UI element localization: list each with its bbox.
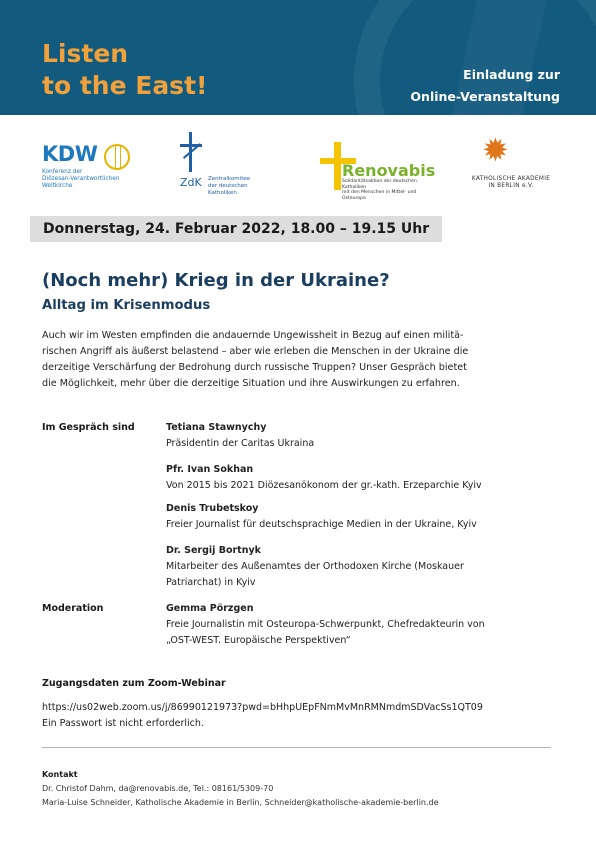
renovabis-subtitle-line: Solidaritätsaktion der deutschen Katholiken (342, 179, 417, 190)
invitation-label (410, 64, 560, 108)
speaker-role: Patriarchat) in Kyiv (166, 577, 256, 588)
contact-line: Dr. Christof Dahm, da@renovabis.de, Tel.: 08161/5309-70 (42, 784, 274, 793)
contact-section (42, 768, 439, 810)
speaker-role: Präsidentin der Caritas Ukraina (166, 438, 315, 449)
speaker-name: Denis Trubetskoy (166, 503, 259, 514)
moderator-role: „OST-WEST. Europäische Perspektiven“ (166, 635, 351, 646)
speakers-label: Im Gespräch sind (42, 422, 135, 433)
renovabis-subtitle-line: mit den Menschen in Mittel- und Osteuropa (342, 190, 417, 201)
zdk-subtitle-line: der deutschen Katholiken (208, 183, 248, 196)
event-title: (Noch mehr) Krieg in der Ukraine? (42, 270, 390, 291)
intro-line: Auch wir im Westen empfinden die andauernde Ungewissheit in Bezug auf einen militä- (42, 330, 464, 341)
sun-emblem-icon: ✹ (482, 131, 509, 169)
title-line-1: Listen (42, 39, 129, 68)
renovabis-logo (318, 142, 438, 201)
kdw-subtitle-line: Konferenz der (42, 169, 83, 175)
intro-line: die Möglichkeit, mehr über die derzeitige Situation und ihre Auswirkungen zu erfahren. (42, 378, 460, 389)
contact-line: Maria-Luise Schneider, Katholische Akademie in Berlin, Schneider@katholische-akademie-berlin.de (42, 798, 439, 807)
kdw-logo (42, 142, 142, 192)
zoom-heading: Zugangsdaten zum Zoom-Webinar (42, 678, 226, 689)
speaker-role: Freier Journalist für deutschsprachige Medien in der Ukraine, Kyiv (166, 519, 477, 530)
speaker-name: Pfr. Ivan Sokhan (166, 464, 254, 475)
kdw-subtitle-line: Diözesan-Verantwortlichen (42, 176, 120, 182)
speaker-role: Von 2015 bis 2021 Diözesanökonom der gr.-kath. Erzeparchie Kyiv (166, 480, 482, 491)
event-subtitle: Alltag im Krisenmodus (42, 298, 211, 313)
divider (42, 747, 551, 748)
ka-subtitle-line: IN BERLIN e.V. (488, 183, 534, 189)
ka-subtitle (466, 176, 556, 190)
moderator-entry (166, 601, 566, 649)
speaker-name: Dr. Sergij Bortnyk (166, 545, 261, 556)
cross-icon (178, 132, 204, 172)
event-date: Donnerstag, 24. Februar 2022, 18.00 – 19.15 Uhr (43, 221, 430, 237)
header-banner (0, 0, 596, 115)
katholische-akademie-logo (466, 131, 556, 198)
speaker-name: Tetiana Stawnychy (166, 422, 267, 433)
zdk-subtitle (208, 176, 278, 197)
zdk-wordmark: ZdK (180, 176, 202, 189)
kdw-subtitle-line: Weltkirche (42, 183, 73, 189)
title-line-2: to the East! (42, 71, 208, 100)
date-bar (30, 216, 442, 242)
zoom-password-note: Ein Passwort ist nicht erforderlich. (42, 718, 204, 729)
cross-icon (334, 142, 341, 190)
speaker-entry (166, 420, 566, 452)
speaker-entry (166, 462, 566, 494)
intro-line: derzeitige Verschärfung der Bedrohung durch russische Truppen? Unser Gespräch bietet (42, 362, 467, 373)
moderator-role: Freie Journalistin mit Osteuropa-Schwerpunkt, Chefredakteurin von (166, 619, 485, 630)
renovabis-wordmark: Renovabis (342, 161, 436, 180)
kdw-subtitle (42, 169, 138, 190)
speaker-entry (166, 501, 566, 533)
zdk-logo (178, 132, 288, 196)
zoom-link[interactable]: https://us02web.zoom.us/j/86990121973?pwd=bHhpUEpFNmMvMnRMNmdmSDVacSs1QT09 (42, 702, 483, 713)
invite-line-1: Einladung zur (463, 67, 560, 82)
speaker-entry (166, 543, 566, 591)
contact-heading: Kontakt (42, 770, 78, 779)
logo-row (0, 128, 596, 208)
renovabis-subtitle (342, 179, 434, 201)
intro-line: rischen Angriff als äußerst belastend – aber wie erleben die Menschen in der Ukraine die (42, 346, 469, 357)
zdk-subtitle-line: Zentralkomitee (208, 176, 251, 182)
invite-line-2: Online-Veranstaltung (410, 89, 560, 104)
page-title (42, 38, 207, 102)
ka-subtitle-line: KATHOLISCHE AKADEMIE (471, 176, 551, 182)
globe-icon (104, 144, 130, 170)
moderation-label: Moderation (42, 603, 104, 614)
moderator-name: Gemma Pörzgen (166, 603, 254, 614)
kdw-wordmark: KDW (42, 142, 98, 166)
intro-paragraph (42, 328, 542, 392)
speaker-role: Mitarbeiter des Außenamtes der Orthodoxen Kirche (Moskauer (166, 561, 464, 572)
